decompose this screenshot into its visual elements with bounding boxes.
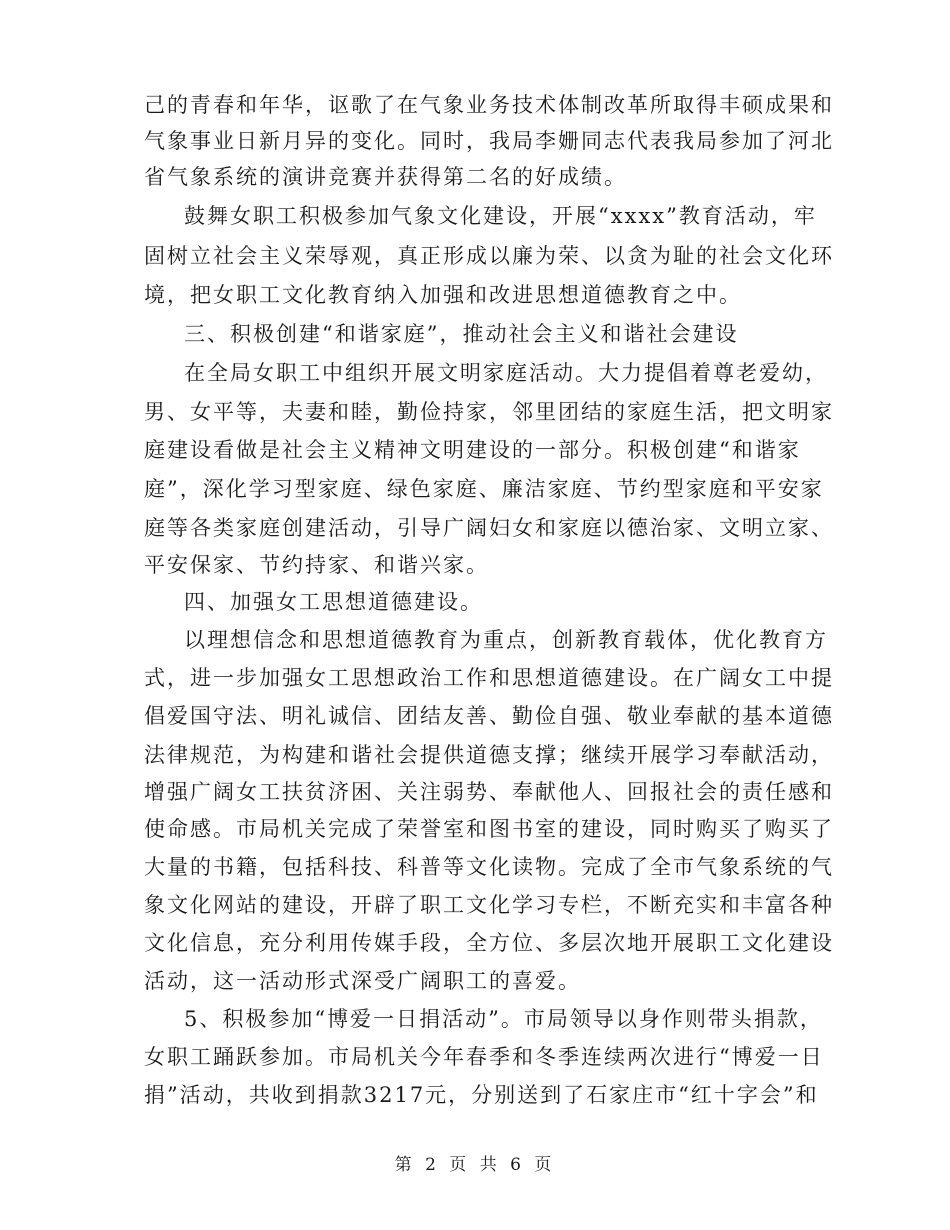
text-line: 活动，这一活动形式深受广阔职工的喜爱。 [144, 969, 581, 993]
text-line: 以理想信念和思想道德教育为重点，创新教育载体，优化教育方 [184, 628, 828, 652]
page-footer: 第 2 页 共 6 页 [394, 1155, 556, 1175]
text-line: 法律规范，为构建和谐社会提供道德支撑；继续开展学习奉献活动， [144, 743, 834, 767]
text-line: 省气象系统的演讲竞赛并获得第二名的好成绩。 [144, 165, 627, 189]
text-line: 增强广阔女工扶贫济困、关注弱势、奉献他人、回报社会的责任感和 [144, 780, 834, 804]
text-line: 文化信息，充分利用传媒手段，全方位、多层次地开展职工文化建设 [144, 931, 834, 955]
text-line: 大量的书籍，包括科技、科普等文化读物。完成了全市气象系统的气 [144, 855, 834, 879]
text-line: 鼓舞女职工积极参加气象文化建设，开展“xxxx”教育活动，牢 [184, 204, 817, 228]
text-line: 女职工踊跃参加。市局机关今年春季和冬季连续两次进行“博爱一日 [144, 1045, 824, 1069]
text-line: 庭建设看做是社会主义精神文明建设的一部分。积极创建“和谐家 [144, 438, 801, 462]
text-line: 庭等各类家庭创建活动，引导广阔妇女和家庭以德治家、文明立家、 [144, 516, 834, 540]
text-line: 气象事业日新月异的变化。同时，我局李姗同志代表我局参加了河北 [144, 129, 834, 153]
text-line: 庭”，深化学习型家庭、绿色家庭、廉洁家庭、节约型家庭和平安家 [144, 477, 824, 501]
text-line: 使命感。市局机关完成了荣誉室和图书室的建设，同时购买了购买了 [144, 817, 834, 841]
text-line: 在全局女职工中组织开展文明家庭活动。大力提倡着尊老爱幼， [184, 361, 828, 385]
text-line: 三、积极创建“和谐家庭”，推动社会主义和谐社会建设 [184, 322, 739, 346]
text-line: 式，进一步加强女工思想政治工作和思想道德建设。在广阔女工中提 [144, 666, 834, 690]
text-line: 倡爱国守法、明礼诚信、团结友善、勤俭自强、敬业奉献的基本道德 [144, 704, 834, 728]
text-line: 四、加强女工思想道德建设。 [184, 590, 483, 614]
text-line: 男、女平等，夫妻和睦，勤俭持家，邻里团结的家庭生活，把文明家 [144, 400, 834, 424]
text-line: 象文化网站的建设，开辟了职工文化学习专栏，不断充实和丰富各种 [144, 893, 834, 917]
text-line: 平安保家、节约持家、和谐兴家。 [144, 553, 489, 577]
text-line: 己的青春和年华，讴歌了在气象业务技术体制改革所取得丰硕成果和 [144, 93, 834, 117]
text-line: 捐”活动，共收到捐款3217元，分别送到了石家庄市“红十字会”和 [144, 1083, 819, 1107]
text-line: 5、积极参加“博爱一日捐活动”。市局领导以身作则带头捐款， [184, 1007, 823, 1031]
text-line: 境，把女职工文化教育纳入加强和改进思想道德教育之中。 [144, 283, 742, 307]
text-line: 固树立社会主义荣辱观，真正形成以廉为荣、以贪为耻的社会文化环 [144, 244, 834, 268]
